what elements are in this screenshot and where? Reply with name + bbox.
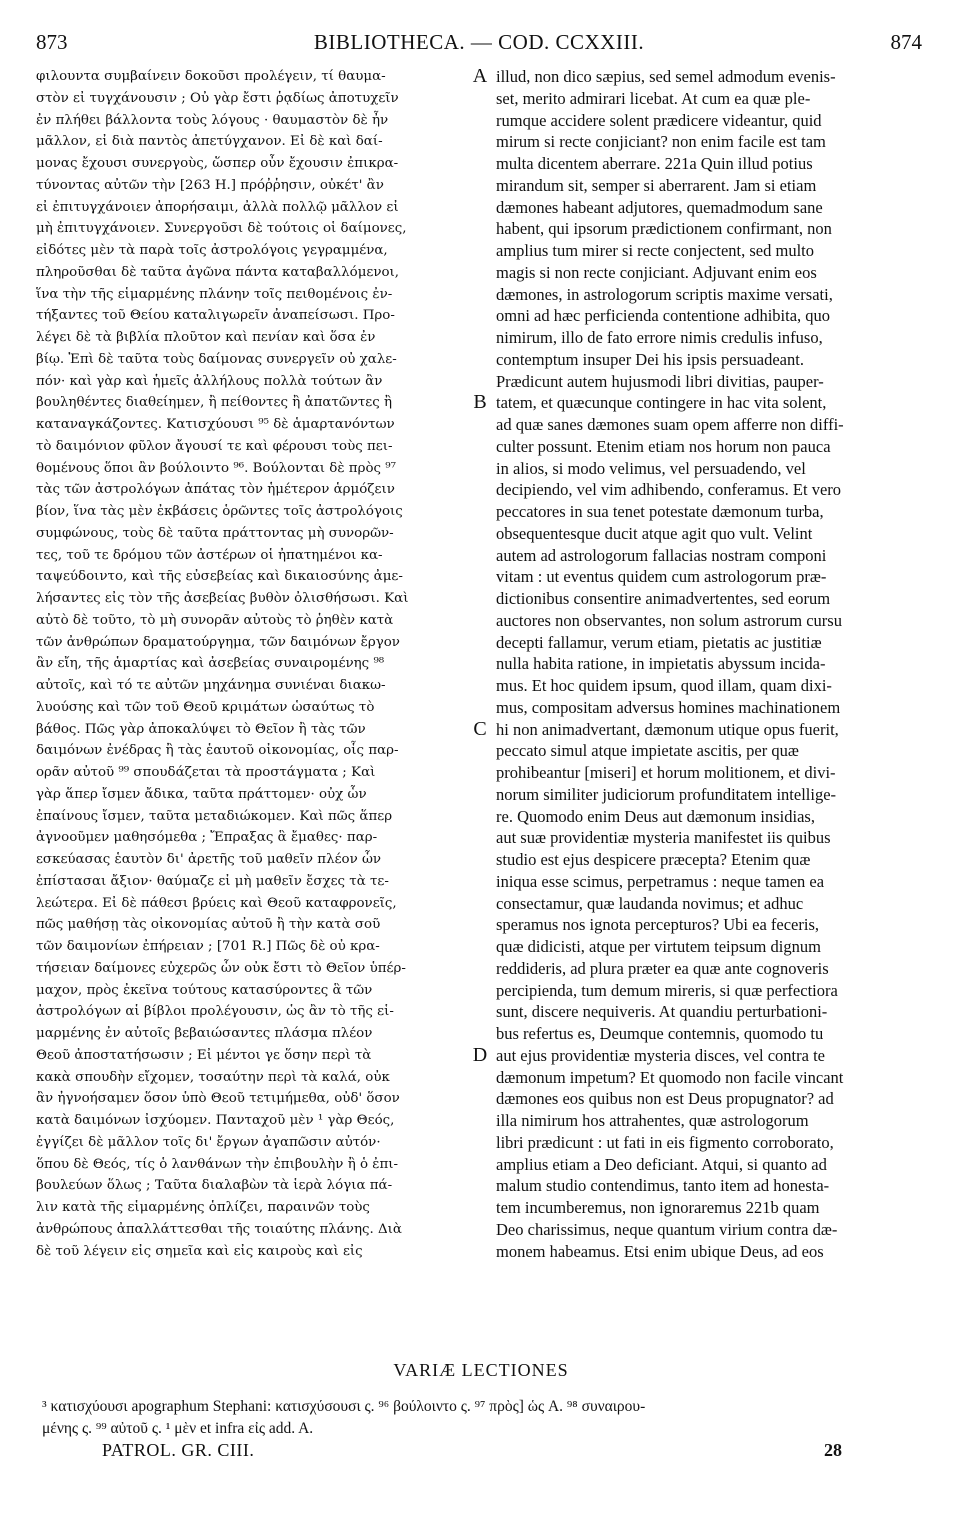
footer-signature: PATROL. GR. CIII. — [102, 1440, 255, 1460]
latin-text-line: norum similiter judiciorum profunditatem intellige- — [496, 784, 837, 804]
latin-text-line: illud, non dico sæpius, sed semel admodum evenis- — [496, 67, 836, 86]
greek-text-line: ταψεύδοιντο, καὶ τῆς εὐσεβείας καὶ δικαιοσύνης ἀμε- — [36, 569, 403, 585]
variae-line: μένης ς. ⁹⁹ αὐτοῦ ς. ¹ μὲν et infra εἰς add. A. — [42, 1420, 314, 1437]
latin-text-line: in alios, si modo velimus, vel persuadendo, vel — [496, 458, 806, 478]
margin-marker: D — [472, 1043, 488, 1066]
latin-text-line: omni ad hæc perficienda contentione adhibita, quo — [496, 306, 831, 326]
greek-text-line: λυούσης καὶ τῶν τοῦ Θεοῦ κριμάτων ὡσαύτως τὸ — [36, 699, 375, 715]
greek-text-line: ορᾶν αὐτοῦ ⁹⁹ σπουδάζεται τὰ προστάγματα ; Καὶ — [36, 765, 376, 780]
greek-text-line: εἰ ἐπιτυγχάνοιεν ἀπορήσαιμι, ἀλλὰ πολλῷ μᾶλλον εἰ — [36, 199, 399, 215]
latin-text-line: illa nimirum hos attrahentes, quæ astrologorum — [496, 1111, 809, 1130]
latin-text-line: studio est ejus despicere præcepta? Etenim quæ — [496, 850, 811, 869]
greek-text-line: ἐγγίζει δὲ μᾶλλον τοῖς δι' ἔργων ἀγαπῶσιν αὐτόν· — [36, 1134, 381, 1150]
variae-lectiones — [42, 1396, 922, 1440]
greek-text-line: βίῳ. Ἐπὶ δὲ ταῦτα τοὺς δαίμονας συνεργεῖν οὐ χαλε- — [36, 351, 397, 367]
greek-text-line: τὰς τῶν ἀστρολόγων ἀπάτας τὸν ἡμέτερον ἁρμόζειν — [36, 482, 395, 498]
greek-column — [36, 66, 480, 1262]
greek-text-line: λήσαντες εἰς τὸν τῆς ἀσεβείας βυθὸν ὀλισθήσωσι. Καὶ — [36, 591, 409, 606]
latin-text-line: obsequentesque ducit atque agit quo vult. Velint — [496, 523, 813, 543]
latin-text-line: iniqua esse scimus, perpetramus : neque tamen ea — [496, 871, 825, 891]
latin-text-line: percipienda, tum demum mireris, si quæ perfectiora — [496, 980, 838, 1000]
greek-text-line: λέγει δὲ τὰ βιβλία πλοῦτον καὶ πενίαν καὶ ὅσα ἐν — [36, 330, 376, 345]
greek-text-line: ἂν εἴη, τῆς ἁμαρτίας καὶ ἀσεβείας συναιρομένης ⁹⁸ — [36, 656, 385, 672]
greek-text-line: αὐτὸ δὲ τοῦτο, τὸ μὴ συνορᾶν αὐτοὺς τὸ ῥηθὲν κατὰ — [36, 612, 394, 628]
latin-text-line: malum studio contendimus, tanto item ad honesta- — [496, 1176, 830, 1196]
greek-text-line: ἐπαίνους ἴσμεν, ταῦτα μεταδιώκομεν. Καὶ πῶς ἅπερ — [36, 808, 393, 824]
latin-text-line: peccato simul atque impietate ascitis, per quæ — [496, 741, 799, 761]
greek-text-line: ἐν πλήθει βάλλοντα τοὺς λόγους · θαυμαστὸν δὲ ἦν — [36, 112, 389, 128]
greek-text-line: Θεοῦ ἀποστατήσωσιν ; Εἰ μέντοι γε ὅσην περὶ τὰ — [36, 1047, 372, 1063]
greek-text-line: μαρμένης ἐν αὐτοῖς βεβαιώσαντες πλάσμα πλέον — [36, 1026, 373, 1041]
greek-text-line: εσκεύασας ἑαυτὸν δι' ἀρετῆς τοῦ μαθεῖν πλέον ὧν — [36, 852, 382, 867]
greek-text-line: βάθος. Πῶς γὰρ ἀποκαλύψει τὸ Θεῖον ἢ τὰς τῶν — [36, 721, 366, 737]
latin-text-line: bus refertus es, Deumque contemnis, quomodo tu — [496, 1024, 824, 1043]
latin-text-line: Deo charissimus, neque quantum virium contra dæ- — [496, 1219, 838, 1239]
greek-text-line: ἂν ἠγνοήσαμεν ὅσον ὑπὸ Θεοῦ τετιμήμεθα, οὐδ' ὅσον — [36, 1091, 400, 1107]
latin-text-line: magis si non recte conjiciant. Adjuvant enim eos — [496, 262, 817, 282]
latin-text-line: re. Quomodo enim Deus aut dæmonum insidias, — [496, 806, 815, 826]
greek-text-line: λιν κατὰ τῆς εἱμαρμένης ὁπλίζει, παραινῶν τοὺς — [36, 1200, 370, 1215]
greek-text-line: αὐτοῖς, καὶ τό τε αὐτῶν μηχάνημα συνιέναι διακω- — [36, 678, 386, 693]
running-title: BIBLIOTHECA. — COD. CCXXIII. — [313, 30, 645, 54]
latin-text-line: dictionibus consentire animadvertentes, sed eorum — [496, 589, 831, 608]
greek-text-line: βουλεύων ὅλως ; Ταῦτα διαλαβὼν τὰ ἱερὰ λόγια πά- — [36, 1178, 393, 1194]
latin-text-line: dæmones, in astrologorum scriptis maxime versati, — [496, 284, 833, 304]
latin-text-line: rumque accidere solent prædicere videantur, quid — [496, 110, 822, 130]
greek-text-line: ἐπίστασαι ἄξιον· θαύμαζε εἰ μὴ μαθεῖν ἔσχες τὰ τε- — [36, 873, 389, 889]
latin-text-line: consectamur, quæ laudanda novimus; et adhuc — [496, 893, 804, 913]
latin-text-line: libri prædicunt : ut fati in eis figmento corroborato, — [496, 1132, 834, 1152]
page-header — [36, 30, 922, 60]
greek-text-line: φιλουντα συμβαίνειν δοκοῦσι προλέγειν, τί θαυμα- — [36, 69, 386, 84]
latin-text-line: decepti fallamur, verum etiam, pietatis ac justitiæ — [496, 632, 822, 652]
latin-text-line: nimirum, illo de fato errore nimis credulis infuso, — [496, 328, 823, 347]
greek-text-line: τες, τοῦ τε δρόμου τῶν ἀστέρων οἱ ἠπατημένοι κα- — [36, 547, 383, 563]
greek-text-line: τῶν δαιμονίων ἐπήρειαν ; [701 R.] Πῶς δὲ οὐ κρα- — [36, 939, 380, 954]
latin-column — [496, 66, 926, 1262]
greek-text-line: τὸ δαιμόνιον φῦλον ἄγουσί τε καὶ φέρουσι τοὺς πει- — [36, 438, 393, 454]
greek-text-line: ἀστρολόγων αἱ βίβλοι προλέγουσιν, ὡς ἂν τὸ τῆς εἱ- — [36, 1004, 394, 1020]
greek-text-line: ἵνα τὴν τῆς εἱμαρμένης πλάνην τοῖς πειθομένοις ἐν- — [36, 286, 393, 302]
greek-text-line: κατὰ δαιμόνων ἰσχύομεν. Πανταχοῦ μὲν ¹ γὰρ Θεός, — [36, 1113, 395, 1128]
page-number-left: 873 — [36, 30, 68, 54]
latin-text-line: dæmones habeant adjutores, quemadmodum sane — [496, 197, 823, 217]
margin-marker: B — [473, 391, 487, 414]
latin-text-line: amplius tum mirer si recte conjectent, sed multo — [496, 241, 814, 260]
latin-text-line: speramus nos ignota percepturos? Ubi ea feceris, — [496, 915, 820, 935]
greek-text-line: τήξαντες τοῦ Θείου καταλιγωρεῖν ἀναπείσωσι. Προ- — [36, 308, 395, 324]
page-footer — [102, 1440, 842, 1470]
latin-text-line: prohibeantur [miseri] et horum molitionem, et divi- — [496, 763, 836, 782]
greek-text-line: μονας ἔχουσι συνεργοὺς, ὥσπερ οὖν ἔχουσιν ἐπικρα- — [36, 156, 399, 171]
latin-text-line: auctores non observantes, non solum astrorum cursu — [496, 610, 842, 630]
latin-text-line: monem habeamus. Etsi enim ubique Deus, ad eos — [496, 1241, 824, 1261]
latin-text-line: tatem, et quæcunque contingere in hac vita solent, — [496, 393, 827, 413]
greek-text-line: συμφώνους, τοὺς δὲ ταῦτα πράττοντας μὴ συνορῶν- — [36, 525, 394, 541]
latin-text-line: amplius etiam a Deo deficiant. Atqui, si quanto ad — [496, 1154, 827, 1174]
greek-text-line: μὴ ἐπιτυγχάνοιεν. Συνεργοῦσι δὲ τούτοις οἱ δαίμονες, — [36, 221, 407, 237]
variae-lectiones-title: VARIÆ LECTIONES — [393, 1360, 569, 1380]
greek-text-line: τύνοντας αὐτῶν τὴν [263 H.] πρόῤῥησιν, οὐκέτ' ἂν — [36, 177, 384, 193]
greek-text-line: κακὰ σπουδὴν εἴχομεν, τοσαύτην περὶ τὰ καλά, οὐκ — [36, 1069, 390, 1085]
latin-text-line: contemptum insuper Dei his ipsis persuadeant. — [496, 349, 804, 369]
greek-text-line: δαιμόνων ἐνέδρας ἢ τὰς ἑαυτοῦ οἰκονομίας, οἷς παρ- — [36, 743, 399, 759]
latin-text-line: sunt, discere nequiveris. At quandiu perturbationi- — [496, 1002, 828, 1022]
greek-text-line: τῶν ἀνθρώπων δραματούργημα, τῶν δαιμόνων ἔργον — [36, 634, 400, 650]
latin-text-line: multa dicentem aberrare. 221a Quin illud potius — [496, 154, 813, 173]
greek-text-line: πόν· καὶ γὰρ καὶ ἡμεῖς ἀλλήλους πολλὰ τούτων ἂν — [36, 373, 383, 389]
greek-text-line: πῶς μαθήσῃ τὰς οἰκονομίας αὐτοῦ ἢ τὴν κατὰ σοῦ — [36, 917, 381, 933]
latin-text-line: vitam : ut eventus quidem cum astrologorum præ- — [496, 567, 827, 587]
latin-text-line: Prædicunt autem hujusmodi libri divitias, pauper- — [496, 371, 824, 391]
greek-text-line: γὰρ ἅπερ ἴσμεν ἄδικα, ταῦτα πράττομεν· οὐχ ὧν — [36, 786, 367, 802]
margin-marker: C — [473, 717, 487, 740]
latin-text-line: ad quæ sanes dæmones suam opem afferre non diffi- — [496, 415, 844, 434]
greek-text-line: στὸν εἰ τυγχάνουσιν ; Οὐ γὰρ ἔστι ῥᾳδίως ἀποτυχεῖν — [36, 90, 399, 106]
latin-text-line: tem incumberemus, non ignoraremus 221b quam — [496, 1198, 820, 1217]
latin-text-line: culter possunt. Etenim etiam nos horum non pauca — [496, 436, 831, 456]
greek-text-line: βουληθέντες διαθείημεν, ἢ πείθοντες ἢ ἀπατῶντες ἢ — [36, 395, 393, 411]
greek-text-line: εἰδότες μὲν τὰ παρὰ τοῖς ἀστρολόγοις γεγραμμένα, — [36, 243, 388, 258]
latin-text-line: nulla habita ratione, in impietatis abyssum incida- — [496, 654, 826, 674]
greek-text-line: μαχον, πρὸς ἐκεῖνα τούτους κατασύροντες ἃ τῶν — [36, 982, 373, 998]
latin-text-line: set, merito admirari licebat. At cum ea quæ ple- — [496, 88, 811, 108]
latin-text-line: decipiendo, vel vim adhibendo, conferamus. Et vero — [496, 480, 842, 500]
latin-text-line: quæ didicisti, atque per virtutem teipsum dignum — [496, 937, 821, 956]
greek-text-line: ἀνθρώπους ἀπαλλάττεσθαι τῆς τοιαύτης πλάνης. Διὰ — [36, 1221, 402, 1237]
latin-text-line: mus. Et hoc quidem ipsum, quod illam, quam dixi- — [496, 676, 832, 695]
footer-number: 28 — [824, 1440, 842, 1460]
greek-text-line: λεώτερα. Εἰ δὲ πάθεσι βρύεις καὶ Θεοῦ καταφρονεῖς, — [36, 895, 397, 911]
greek-text-line: τήσειαν δαίμονες εὐχερῶς ὧν οὐκ ἔστι τὸ Θεῖον ὑπέρ- — [36, 960, 406, 976]
variae-line: ³ κατισχύουσι apographum Stephani: κατισχύσουσι ς. ⁹⁶ βούλοιντο ς. ⁹⁷ πρὸς] ὡς A. ⁹⁸ συναιρου- — [42, 1398, 646, 1415]
greek-text-line: ἀγνοοῦμεν μαθησόμεθα ; Ἔπραξας ἃ ἔμαθες· παρ- — [36, 830, 378, 846]
latin-text-line: dæmones eos quibus non est Deus propugnator? ad — [496, 1089, 834, 1109]
margin-marker: A — [472, 65, 488, 87]
latin-text-line: mirandum sit, semper si aberrarent. Jam si etiam — [496, 175, 817, 195]
greek-text-line: βίον, ἵνα τὰς μὲν ἐκβάσεις ὁρῶντες τοῖς ἀστρολόγοις — [36, 504, 403, 519]
latin-text-line: mirum si recte conjiciant? non enim facile est tam — [496, 132, 826, 152]
greek-text-line: πληροῦσθαι δὲ ταῦτα ἀγῶνα πάντα καταβαλλόμενοι, — [36, 264, 400, 280]
greek-text-line: ὅπου δὲ Θεός, τίς ὁ λανθάνων τὴν ἐπιβουλὴν ἢ ὁ ἐπι- — [36, 1156, 399, 1172]
latin-text-line: habent, qui ipsorum prædictionem confirmant, non — [496, 219, 832, 239]
greek-text-line: καταναγκάζοντες. Κατισχύουσι ⁹⁵ δὲ ἁμαρτανόντων — [36, 417, 395, 432]
latin-text-line: aut suæ providentiæ mysteria manifestet iis quibus — [496, 828, 831, 848]
latin-text-line: reddideris, ad plura præter ea quæ ante cognoveris — [496, 958, 829, 978]
latin-text-line: aut ejus providentiæ mysteria disces, vel contra te — [496, 1045, 825, 1065]
latin-text-line: peccatores in sua tenet potestate dæmonum turba, — [496, 502, 824, 521]
greek-text-line: δὲ τοῦ λέγειν εἰς σημεῖα καὶ εἰς καιροὺς καὶ εἰς — [36, 1243, 363, 1259]
latin-text-line: mus, compositam adversus homines machinationem — [496, 697, 841, 717]
latin-text-line: autem ad astrologorum fallacias nostram componi — [496, 545, 827, 565]
latin-text-line: hi non animadvertant, dæmonum utique opus fuerit, — [496, 719, 839, 739]
page-number-right: 874 — [890, 30, 922, 54]
greek-text-line: θομένους ὅποι ἂν βούλοιντο ⁹⁶. Βούλονται δὲ πρὸς ⁹⁷ — [36, 460, 397, 476]
greek-text-line: μᾶλλον, εἰ διὰ παντὸς ἀπετύγχανον. Εἰ δὲ καὶ δαί- — [36, 134, 383, 150]
latin-text-line: dæmonum impetum? Et quomodo non facile vincant — [496, 1067, 844, 1087]
